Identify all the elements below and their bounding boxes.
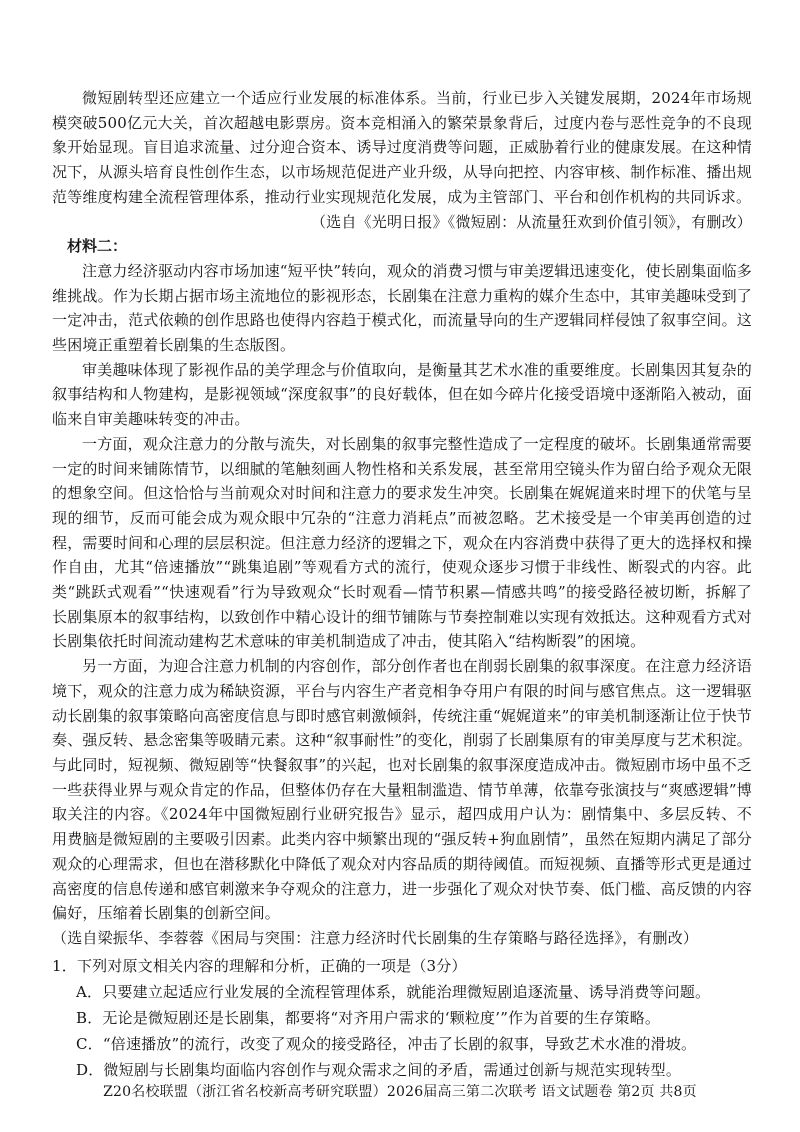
page-content	[52, 86, 752, 1083]
material2-heading: 材料二：	[67, 237, 128, 256]
question-1-option-d: D．微短剧与长剧集均面临内容创作与观众需求之间的矛盾，需通过创新与规范实现转型。	[76, 1060, 682, 1079]
material2-paragraph: 一方面，观众注意力的分散与流失，对长剧集的叙事完整性造成了一定程度的破坏。长剧集通常需要一定的时间来铺陈情节，以细腻的笔触刻画人物性格和关系发展，甚至常用空镜头作为留白给予观众无限的想象空间。但这恰恰与当前观众对时间和注意力的要求发生冲突。长剧集在娓娓道来时埋下的伏笔与呈现的细节，反而可能会成为观众眼中冗杂的“注意力消耗点”而被忽略。艺术接受是一个审美再创造的过程，需要时间和心理的层层积淀。但注意力经济的逻辑之下，观众在内容消费中获得了更大的选择权和操作自由，尤其“倍速播放”“跳集追剧”等观看方式的流行，使观众逐步习惯于非线性、断裂式的内容。此类“跳跃式观看”“快速观看”行为导致观众“长时观看—情节积累—情感共鸣”的接受路径被切断，拆解了长剧集原本的叙事结构，以致创作中精心设计的细节铺陈与节奏控制难以实现有效抵达。这种观看方式对长剧集依托时间流动建构艺术意味的审美机制造成了冲击，使其陷入“结构断裂”的困境。	[52, 434, 752, 651]
material1-closing-paragraph: 微短剧转型还应建立一个适应行业发展的标准体系。当前，行业已步入关键发展期，2024年市场规模突破500亿元大关，首次超越电影票房。资本竞相涌入的繁荣景象背后，过度内卷与恶性竞争的不良现象开始显现。盲目追求流量、过分迎合资本、诱导过度消费等问题，正威胁着行业的健康发展。在这种情况下，从源头培育良性创作生态，以市场规范促进产业升级，从导向把控、内容审核、制作标准、播出规范等维度构建全流程管理体系，推动行业实现规范化发展，成为主管部门、平台和创作机构的共同诉求。	[52, 89, 752, 206]
question-1-stem: 1．下列对原文相关内容的理解和分析，正确的一项是（3分）	[52, 956, 467, 975]
question-1-option-c: C．“倍速播放”的流行，改变了观众的接受路径，冲击了长剧的叙事，导致艺术水准的滑坡。	[76, 1034, 697, 1053]
material2-paragraph: 注意力经济驱动内容市场加速“短平快”转向，观众的消费习惯与审美逻辑迅速变化，使长剧集面临多维挑战。作为长期占据市场主流地位的影视形态，长剧集在注意力重构的媒介生态中，其审美趣味受到了一定冲击，范式依赖的创作思路也使得内容趋于模式化，而流量导向的生产逻辑同样侵蚀了叙事空间。这些困境正重塑着长剧集的生态版图。	[52, 261, 752, 355]
material1-source-citation: （选自《光明日报》《微短剧：从流量狂欢到价值引领》，有删改）	[310, 212, 752, 231]
material2-source-citation: （选自梁振华、李蓉蓉《困局与突围：注意力经济时代长剧集的生存策略与路径选择》，有删改）	[52, 928, 699, 947]
question-1-option-a: A．只要建立起适应行业发展的全流程管理体系，就能治理微短剧追逐流量、诱导消费等问题。	[76, 982, 711, 1001]
question-1	[52, 953, 752, 1083]
question-1-option-b: B．无论是微短剧还是长剧集，都要将“对齐用户需求的‘颗粒度’”作为首要的生存策略。	[76, 1008, 661, 1027]
page-footer: Z20名校联盟（浙江省名校新高考研究联盟）2026届高三第二次联考 语文试题卷 第2页 共8页	[103, 1084, 697, 1100]
material2-paragraph: 另一方面，为迎合注意力机制的内容创作，部分创作者也在削弱长剧集的叙事深度。在注意力经济语境下，观众的注意力成为稀缺资源，平台与内容生产者竞相争夺用户有限的时间与感官焦点。这一逻辑驱动长剧集的叙事策略向高密度信息与即时感官刺激倾斜，传统注重“娓娓道来”的审美机制逐渐让位于快节奏、强反转、悬念密集等吸睛元素。这种“叙事耐性”的变化，削弱了长剧集原有的审美厚度与艺术积淀。与此同时，短视频、微短剧等“快餐叙事”的兴起，也对长剧集的叙事深度造成冲击。微短剧市场中虽不乏一些获得业界与观众肯定的作品，但整体仍存在大量粗制滥造、情节单薄，依靠夸张演技与“爽感逻辑”博取关注的内容。《2024年中国微短剧行业研究报告》显示，超四成用户认为：剧情集中、多层反转、不用费脑是微短剧的主要吸引因素。此类内容中频繁出现的“强反转+狗血剧情”，虽然在短期内满足了部分观众的心理需求，但也在潜移默化中降低了观众对内容品质的期待阈值。而短视频、直播等形式更是通过高密度的信息传递和感官刺激来争夺观众的注意力，进一步强化了观众对快节奏、低门槛、高反馈的内容偏好，压缩着长剧集的创新空间。	[52, 657, 752, 923]
material2-paragraph: 审美趣味体现了影视作品的美学理念与价值取向，是衡量其艺术水准的重要维度。长剧集因其复杂的叙事结构和人物建构，是影视领域“深度叙事”的良好载体，但在如今碎片化接受语境中逐渐陷入被动，面临来自审美趣味转变的冲击。	[52, 360, 752, 429]
